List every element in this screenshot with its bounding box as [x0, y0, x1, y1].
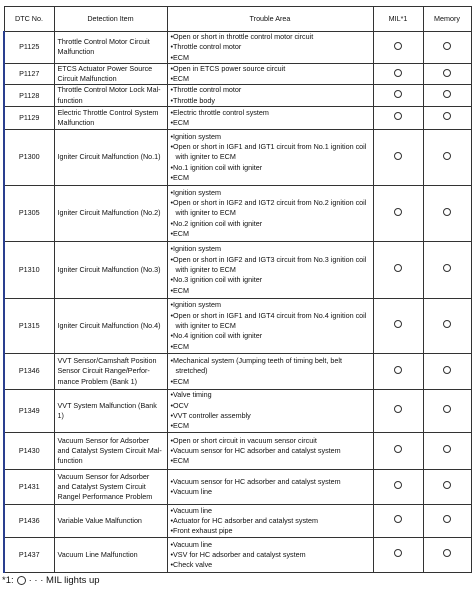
trouble-area-line: •ECM [170, 285, 189, 295]
detection-item-line: function [57, 95, 83, 105]
trouble-area-line: •No.3 ignition coil with igniter [170, 275, 263, 285]
mil-indicator [373, 107, 423, 130]
trouble-area-line: •Vacuum sensor for HC adsorber and catalyst system [170, 476, 341, 486]
detection-item [54, 186, 167, 242]
table-row [4, 354, 471, 390]
trouble-area [167, 299, 373, 354]
trouble-area-line: •ECM [170, 341, 189, 351]
detection-item-line: Electric Throttle Control System [57, 107, 159, 117]
dtc-code: P1315 [4, 299, 54, 354]
trouble-area [167, 354, 373, 390]
circle-icon [394, 366, 402, 374]
circle-icon [443, 90, 451, 98]
detection-item [54, 538, 167, 573]
trouble-area-line: •Open or short circuit in vacuum sensor circuit [170, 435, 317, 445]
trouble-area [167, 63, 373, 85]
detection-item-line: Sensor Circuit Range/Perfor- [57, 366, 150, 376]
circle-icon [394, 112, 402, 120]
dtc-code: P1437 [4, 538, 54, 573]
mil-indicator [373, 505, 423, 538]
detection-item [54, 433, 167, 470]
trouble-area-line: •OCV [170, 400, 189, 410]
detection-item-line: function [57, 456, 83, 466]
memory-indicator [423, 505, 471, 538]
trouble-area-line: •Vacuum sensor for HC adsorber and catalyst system [170, 445, 341, 455]
table-row [4, 433, 471, 470]
table-row [4, 130, 471, 186]
circle-icon [394, 515, 402, 523]
memory-indicator [423, 390, 471, 433]
trouble-area-line: with igniter to ECM [175, 208, 236, 218]
header-detection-item: Detection Item [54, 7, 167, 32]
circle-icon [394, 152, 402, 160]
memory-indicator [423, 130, 471, 186]
memory-indicator [423, 186, 471, 242]
trouble-area-line: •Ignition system [170, 244, 221, 254]
detection-item-line: Circuit Malfunction [57, 74, 117, 84]
circle-icon [443, 320, 451, 328]
dtc-table-body [4, 32, 471, 573]
detection-item [54, 354, 167, 390]
table-row [4, 538, 471, 573]
trouble-area-line: •Ignition system [170, 300, 221, 310]
trouble-area-line: •Ignition system [170, 131, 221, 141]
detection-item-line: Vacuum Sensor for Adsorber [57, 471, 150, 481]
detection-item-line: Malfunction [57, 118, 95, 128]
circle-icon [443, 405, 451, 413]
detection-item-line: and Catalyst System Circuit [57, 481, 146, 491]
trouble-area-line: •Open or short in IGF1 and IGT1 circuit from No.1 ignition coil [170, 142, 367, 152]
trouble-area-line: •ECM [170, 456, 189, 466]
trouble-area-line: •Vacuum line [170, 505, 213, 515]
dtc-code: P1305 [4, 186, 54, 242]
table-row [4, 242, 471, 299]
trouble-area-line: •VVT controller assembly [170, 411, 251, 421]
dtc-code: P1430 [4, 433, 54, 470]
detection-item [54, 130, 167, 186]
detection-item-line: VVT Sensor/Camshaft Position [57, 356, 157, 366]
trouble-area-line: •Open or short in IGF1 and IGT4 circuit from No.4 ignition coil [170, 310, 367, 320]
table-row [4, 63, 471, 85]
mil-indicator [373, 354, 423, 390]
trouble-area [167, 130, 373, 186]
circle-icon [443, 152, 451, 160]
trouble-area-line: •ECM [170, 376, 189, 386]
trouble-area [167, 538, 373, 573]
dtc-code: P1128 [4, 85, 54, 107]
header-dtc-no: DTC No. [4, 7, 54, 32]
trouble-area-line: •Open or short in throttle control motor circuit [170, 32, 314, 41]
circle-icon [443, 112, 451, 120]
table-row [4, 470, 471, 505]
trouble-area [167, 390, 373, 433]
table-row [4, 85, 471, 107]
circle-icon [394, 90, 402, 98]
detection-item-line: VVT System Malfunction (Bank [57, 400, 157, 410]
circle-icon [443, 481, 451, 489]
table-row [4, 186, 471, 242]
mil-indicator [373, 186, 423, 242]
detection-item-line: Vacuum Line Malfunction [57, 549, 138, 559]
trouble-area [167, 32, 373, 64]
circle-icon [443, 445, 451, 453]
memory-indicator [423, 107, 471, 130]
circle-icon [443, 42, 451, 50]
dtc-code: P1310 [4, 242, 54, 299]
detection-item-line: mance Problem (Bank 1) [57, 376, 137, 386]
circle-icon [394, 208, 402, 216]
trouble-area-line: with igniter to ECM [175, 152, 236, 162]
detection-item [54, 107, 167, 130]
dtc-table [3, 6, 472, 573]
detection-item [54, 505, 167, 538]
circle-icon [17, 576, 26, 585]
detection-item [54, 390, 167, 433]
circle-icon [394, 481, 402, 489]
table-row [4, 32, 471, 64]
mil-indicator [373, 85, 423, 107]
mil-indicator [373, 130, 423, 186]
trouble-area-line: •Throttle control motor [170, 42, 242, 52]
footnote [2, 575, 100, 586]
trouble-area-line: •Ignition system [170, 187, 221, 197]
footnote-prefix: *1: [2, 575, 14, 586]
trouble-area [167, 85, 373, 107]
detection-item [54, 63, 167, 85]
trouble-area [167, 470, 373, 505]
trouble-area [167, 505, 373, 538]
memory-indicator [423, 470, 471, 505]
footnote-text: · · · MIL lights up [28, 575, 100, 586]
mil-indicator [373, 433, 423, 470]
mil-indicator [373, 63, 423, 85]
dtc-code: P1125 [4, 32, 54, 64]
trouble-area [167, 242, 373, 299]
dtc-code: P1300 [4, 130, 54, 186]
dtc-code: P1431 [4, 470, 54, 505]
header-memory: Memory [423, 7, 471, 32]
detection-item-line: ETCS Actuator Power Source [57, 63, 153, 73]
trouble-area-line: •Throttle body [170, 95, 215, 105]
table-row [4, 505, 471, 538]
trouble-area-line: •ECM [170, 173, 189, 183]
dtc-code: P1129 [4, 107, 54, 130]
trouble-area-line: •Actuator for HC adsorber and catalyst system [170, 515, 319, 525]
dtc-code: P1436 [4, 505, 54, 538]
memory-indicator [423, 85, 471, 107]
mil-indicator [373, 299, 423, 354]
dtc-code: P1127 [4, 63, 54, 85]
circle-icon [443, 549, 451, 557]
circle-icon [394, 264, 402, 272]
memory-indicator [423, 242, 471, 299]
circle-icon [443, 366, 451, 374]
mil-indicator [373, 390, 423, 433]
table-row [4, 299, 471, 354]
trouble-area [167, 433, 373, 470]
trouble-area-line: •ECM [170, 229, 189, 239]
detection-item-line: Throttle Control Motor Circuit [57, 37, 150, 47]
circle-icon [394, 445, 402, 453]
memory-indicator [423, 299, 471, 354]
memory-indicator [423, 354, 471, 390]
mil-indicator [373, 470, 423, 505]
detection-item [54, 242, 167, 299]
mil-indicator [373, 242, 423, 299]
detection-item [54, 470, 167, 505]
trouble-area-line: •Open or short in IGF2 and IGT3 circuit from No.3 ignition coil [170, 254, 367, 264]
dtc-code: P1346 [4, 354, 54, 390]
trouble-area-line: •VSV for HC adsorber and catalyst system [170, 549, 306, 559]
trouble-area-line: •No.1 ignition coil with igniter [170, 162, 263, 172]
circle-icon [443, 264, 451, 272]
detection-item-line: Variable Value Malfunction [57, 515, 142, 525]
trouble-area-line: •Check valve [170, 560, 213, 570]
memory-indicator [423, 63, 471, 85]
detection-item-line: Igniter Circuit Malfunction (No.2) [57, 208, 161, 218]
header-mil: MIL*1 [373, 7, 423, 32]
detection-item-line: Rangel Performance Problem [57, 492, 153, 502]
trouble-area-line: •No.2 ignition coil with igniter [170, 218, 263, 228]
trouble-area [167, 107, 373, 130]
memory-indicator [423, 32, 471, 64]
trouble-area-line: •Mechanical system (Jumping teeth of timing belt, belt [170, 356, 342, 366]
circle-icon [394, 549, 402, 557]
dtc-code: P1349 [4, 390, 54, 433]
trouble-area [167, 186, 373, 242]
table-row [4, 390, 471, 433]
detection-item-line: Igniter Circuit Malfunction (No.3) [57, 264, 161, 274]
detection-item-line: Vacuum Sensor for Adsorber [57, 435, 150, 445]
circle-icon [443, 208, 451, 216]
circle-icon [394, 69, 402, 77]
trouble-area-line: •Valve timing [170, 390, 212, 400]
mil-indicator [373, 32, 423, 64]
detection-item [54, 299, 167, 354]
trouble-area-line: •ECM [170, 421, 189, 431]
trouble-area-line: •Throttle control motor [170, 85, 242, 95]
detection-item-line: 1) [57, 411, 64, 421]
header-trouble-area: Trouble Area [167, 7, 373, 32]
trouble-area-line: •Electric throttle control system [170, 107, 269, 117]
trouble-area-line: with igniter to ECM [175, 320, 236, 330]
circle-icon [443, 515, 451, 523]
trouble-area-line: •No.4 ignition coil with igniter [170, 331, 263, 341]
memory-indicator [423, 538, 471, 573]
trouble-area-line: stretched) [175, 366, 208, 376]
trouble-area-line: •ECM [170, 118, 189, 128]
trouble-area-line: •Open or short in IGF2 and IGT2 circuit from No.2 ignition coil [170, 198, 367, 208]
memory-indicator [423, 433, 471, 470]
detection-item-line: and Catalyst System Circuit Mal- [57, 445, 162, 455]
circle-icon [443, 69, 451, 77]
circle-icon [394, 320, 402, 328]
circle-icon [394, 405, 402, 413]
trouble-area-line: •ECM [170, 74, 189, 84]
mil-indicator [373, 538, 423, 573]
detection-item-line: Igniter Circuit Malfunction (No.1) [57, 152, 161, 162]
detection-item-line: Throttle Control Motor Lock Mal- [57, 85, 161, 95]
table-row [4, 107, 471, 130]
trouble-area-line: •Open in ETCS power source circuit [170, 63, 286, 73]
detection-item [54, 85, 167, 107]
trouble-area-line: •ECM [170, 52, 189, 62]
header-row [4, 7, 471, 32]
trouble-area-line: •Vacuum line [170, 539, 213, 549]
detection-item-line: Malfunction [57, 47, 95, 57]
trouble-area-line: with igniter to ECM [175, 264, 236, 274]
trouble-area-line: •Vacuum line [170, 487, 213, 497]
detection-item-line: Igniter Circuit Malfunction (No.4) [57, 320, 161, 330]
detection-item [54, 32, 167, 64]
circle-icon [394, 42, 402, 50]
trouble-area-line: •Front exhaust pipe [170, 526, 233, 536]
